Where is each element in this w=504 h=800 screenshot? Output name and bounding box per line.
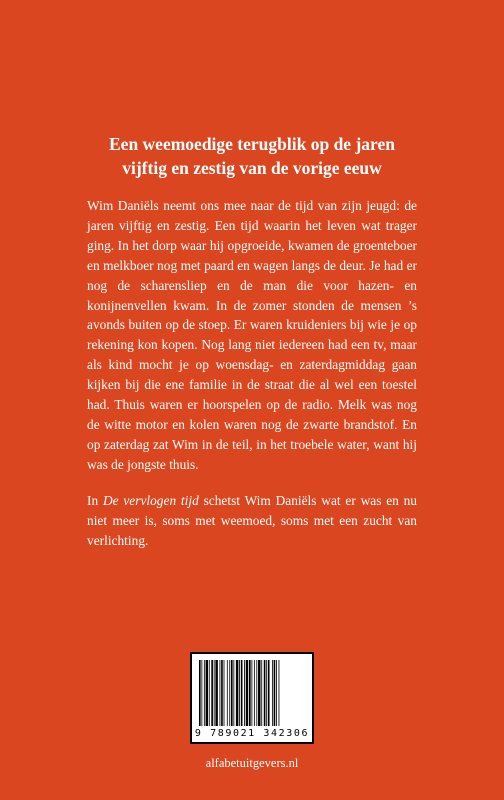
isbn-digits: 9 789021 342306 <box>194 728 310 739</box>
barcode-bar <box>274 660 276 726</box>
barcode-bar <box>256 660 257 726</box>
barcode-bar <box>231 660 233 726</box>
barcode-bar <box>261 660 262 726</box>
barcode-bar <box>227 660 228 726</box>
barcode-bar <box>268 660 270 726</box>
barcode-bar <box>249 660 251 726</box>
book-title-italic: De vervlogen tijd <box>102 493 199 508</box>
barcode-bars <box>198 660 306 726</box>
barcode-bar <box>239 660 240 726</box>
headline-line-2: vijftig en zestig van de vorige eeuw <box>122 158 382 178</box>
barcode-bar <box>221 660 223 726</box>
blurb-paragraph-2-suffix: schetst Wim Daniëls wat er was en nu niet meer is, soms met weemoed, soms met een zucht van verlichting. <box>87 493 418 548</box>
barcode-bar <box>264 660 266 726</box>
barcode-bar <box>211 660 213 726</box>
barcode-bar <box>220 660 221 726</box>
isbn-barcode <box>190 652 314 744</box>
headline-line-1: Een weemoedige terugblik op de jaren <box>109 134 395 154</box>
headline <box>60 132 444 180</box>
barcode-bar <box>209 660 210 726</box>
barcode-bar <box>246 660 248 726</box>
barcode-bar <box>224 660 225 726</box>
barcode-bar <box>206 660 208 726</box>
blurb-paragraph-2-prefix: In <box>87 493 103 508</box>
barcode-bar <box>215 660 217 726</box>
barcode-bar <box>199 660 201 726</box>
barcode-bar <box>204 660 205 726</box>
barcode-bar <box>244 660 245 726</box>
barcode-bar <box>254 660 255 726</box>
barcode-bar <box>229 660 230 726</box>
blurb-paragraph-2 <box>87 491 417 551</box>
publisher-website: alfabetuitgevers.nl <box>205 756 299 770</box>
barcode-bar <box>279 660 280 726</box>
barcode-bar <box>272 660 273 726</box>
barcode-bar <box>233 660 234 726</box>
barcode-bar <box>236 660 238 726</box>
barcode-bar <box>258 660 260 726</box>
barcode-bar <box>276 660 277 726</box>
barcode-bar <box>241 660 243 726</box>
barcode-bar <box>201 660 202 726</box>
barcode-bar <box>251 660 252 726</box>
barcode-bar <box>266 660 267 726</box>
barcode-bar <box>214 660 215 726</box>
blurb-paragraph-1: Wim Daniëls neemt ons mee naar de tijd van zijn jeugd: de jaren vijftig en zestig. Een tijd waarin het leven wat trager ging. In het dorp waar hij opgroeide, kwamen de groenteboer en melkboer nog met paard en wagen langs de deur. Je had er nog de scharensliep en de man die voor hazen- en konijnenvellen kwam. In de zomer stonden de mensen ’s avonds buiten op de stoep. Er waren kruideniers bij wie je op rekening kon kopen. Nog lang niet iedereen had een tv, maar als kind mocht je op woensdag- en zaterdagmiddag gaan kijken bij die ene familie in de straat die al wel een toestel had. Thuis waren er hoorspelen op de radio. Melk was nog de witte motor en kolen waren nog de zwarte brandstof. En op zaterdag zat Wim in de teil, in het troebele water, want hij was de jongste thuis. <box>87 198 417 472</box>
